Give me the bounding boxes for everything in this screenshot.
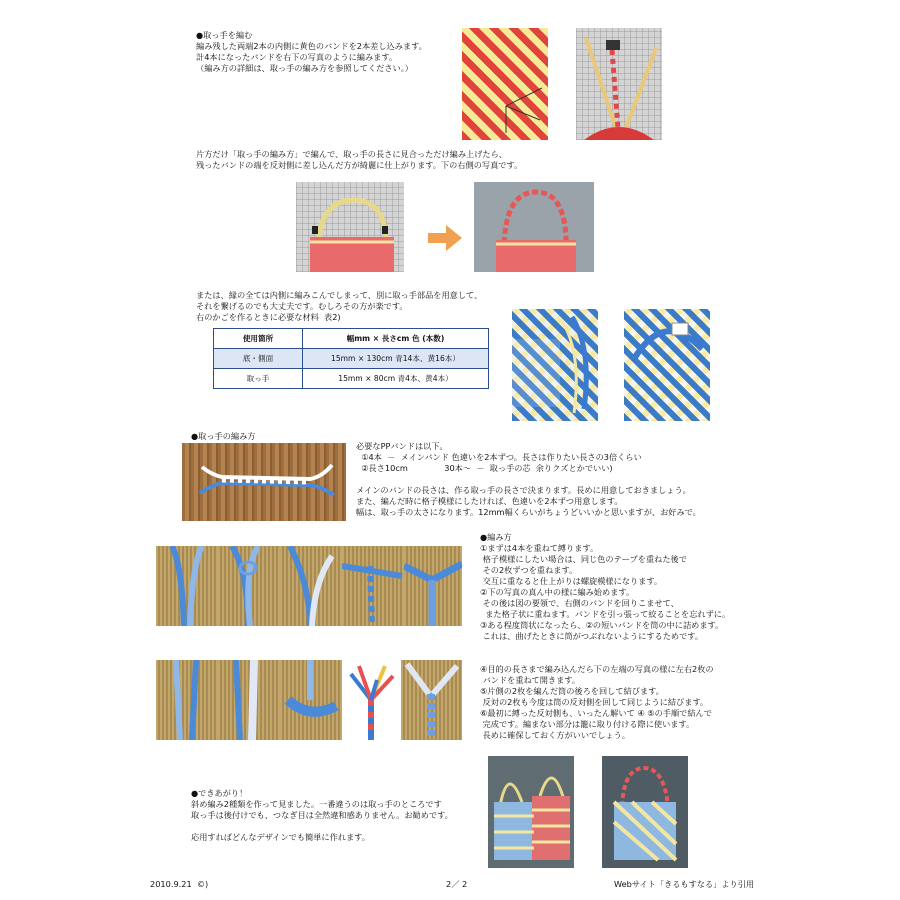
heading-handle-weave: ●取っ手を編む	[196, 30, 253, 40]
photo-pp-bands-on-wood	[182, 443, 346, 521]
text-line: 格子模様にしたい場合は、同じ色のテープを重ねた後で	[480, 554, 687, 564]
text-line: ④目的の長さまで編み込んだら下の左端の写真の様に左右2枚の	[480, 664, 714, 674]
text-line: 交互に重なると仕上がりは螺旋模様になります。	[480, 576, 663, 586]
text-line: （編み方の詳細は、取っ手の編み方を参照してください。）	[196, 63, 413, 73]
photo-step	[404, 546, 462, 626]
table-header: 使用箇所	[214, 329, 303, 349]
photo-step	[342, 546, 404, 626]
arrow-right-icon	[428, 225, 464, 255]
text-line: 右のかごを作るときに必要な材料 表2)	[196, 312, 341, 322]
table-cell: 取っ手	[214, 369, 303, 389]
text-line: 反対の2枚も今度は筒の反対側を回して同じように結びます。	[480, 697, 709, 707]
text-line: メインのバンドの長さは、作る取っ手の長さで決まります。長めに用意しておきましょう。	[356, 485, 691, 495]
heading-handle-method: ●取っ手の編み方	[191, 431, 256, 441]
photo-basket-edge-closeup	[462, 28, 548, 140]
photo-blue-basket-parts	[512, 309, 598, 421]
text-line: これは、曲げたときに筒がつぶれないようにするためです。	[480, 631, 704, 641]
text-line: 幅は、取っ手の太さになります。12mm幅くらいがちょうどいいかと思いますが、お好みで。	[356, 507, 701, 517]
photo-basket-handle-in-progress	[296, 182, 404, 272]
photo-blue-basket-with-handle	[624, 309, 710, 421]
photo-step	[401, 660, 462, 740]
text-line: ①まずは4本を重ねて縛ります。	[480, 543, 599, 553]
text-line: ①4本 － メインバンド 色違いを2本ずつ。長さは作りたい長さの3倍くらい	[356, 452, 642, 462]
photo-finished-blue-basket	[602, 756, 688, 868]
photo-basket-finished-handle	[474, 182, 594, 272]
table-cell: 15mm × 80cm 青4本、黄4本）	[303, 369, 489, 389]
footer-credit: Webサイト「きるもすなる」より引用	[614, 879, 755, 889]
table-header: 幅mm × 長さcm 色 (本数)	[303, 329, 489, 349]
photo-step	[280, 546, 342, 626]
text-line: 応用すればどんなデザインでも簡単に作れます。	[191, 832, 370, 842]
photo-step	[280, 660, 342, 740]
table-cell: 底・側面	[214, 349, 303, 369]
text-line: 計4本になったバンドを右下の写真のように編みます。	[196, 52, 398, 62]
photo-step	[156, 546, 218, 626]
photo-finished-baskets-pair	[488, 756, 574, 868]
text-line: 残ったバンドの端を反対側に差し込んだ方が綺麗に仕上がります。下の右側の写真です。	[196, 160, 523, 170]
text-line: それを繋げるのでも大丈夫です。むしろその方が楽です。	[196, 301, 408, 311]
footer-page-number: 2／ 2	[446, 879, 468, 889]
text-line: または、縁の全ては内側に編みこんでしまって、別に取っ手部品を用意して、	[196, 290, 483, 300]
text-line: バンドを重ねて開きます。	[480, 675, 580, 685]
table-row	[214, 349, 489, 369]
footer-date: 2010.9.21 ©)	[150, 879, 209, 889]
text-line: 完成です。編まない部分は籠に取り付ける際に使います。	[480, 719, 695, 729]
heading-steps: ●編み方	[480, 532, 512, 542]
diagram-weave-pattern	[345, 660, 397, 740]
heading-done: ●できあがり！	[191, 788, 248, 798]
photo-step	[156, 660, 218, 740]
text-line: ⑥最初に縛った反対側も、いったん解いて ④ ⑤の手順で結んで	[480, 708, 712, 718]
text-line: 必要なPPバンドは以下。	[356, 441, 448, 451]
text-line: 編み残した両端2本の内側に黄色のバンドを2本差し込みます。	[196, 41, 427, 51]
text-line: ③ある程度筒状になったら、②の短いバンドを筒の中に詰めます。	[480, 620, 724, 630]
text-line: ②下の写真の真ん中の様に編み始めます。	[480, 587, 635, 597]
table-row	[214, 369, 489, 389]
photo-step	[218, 660, 280, 740]
text-line: 斜め編み2種類を作って見ました。一番違うのは取っ手のところです	[191, 799, 442, 809]
text-line: ⑤片側の2枚を編んだ筒の後ろを回して結びます。	[480, 686, 664, 696]
text-line: その後は図の要領で、右側のバンドを回りこませて、	[480, 598, 679, 608]
text-line: その2枚ずつを重ねます。	[480, 565, 578, 575]
text-line: 長めに確保しておく方がいいでしょう。	[480, 730, 630, 740]
text-line: ②長さ10cm 30本～ － 取っ手の芯 余りクズとかでいい)	[356, 463, 613, 473]
photo-step	[218, 546, 280, 626]
text-line: また格子状に重ねます。バンドを引っ張って絞ることを忘れずに。	[480, 609, 731, 619]
materials-table	[213, 328, 489, 389]
text-line: 片方だけ「取っ手の編み方」で編んで、取っ手の長さに見合っただけ編み上げたら、	[196, 149, 507, 159]
photo-handle-weaving	[576, 28, 662, 140]
text-line: 取っ手は後付けでも、つなぎ目は全然違和感ありません。お勧めです。	[191, 810, 453, 820]
table-cell: 15mm × 130cm 青14本、黄16本）	[303, 349, 489, 369]
text-line: また、編んだ時に格子模様にしたければ、色違いを2本ずつ用意します。	[356, 496, 623, 506]
